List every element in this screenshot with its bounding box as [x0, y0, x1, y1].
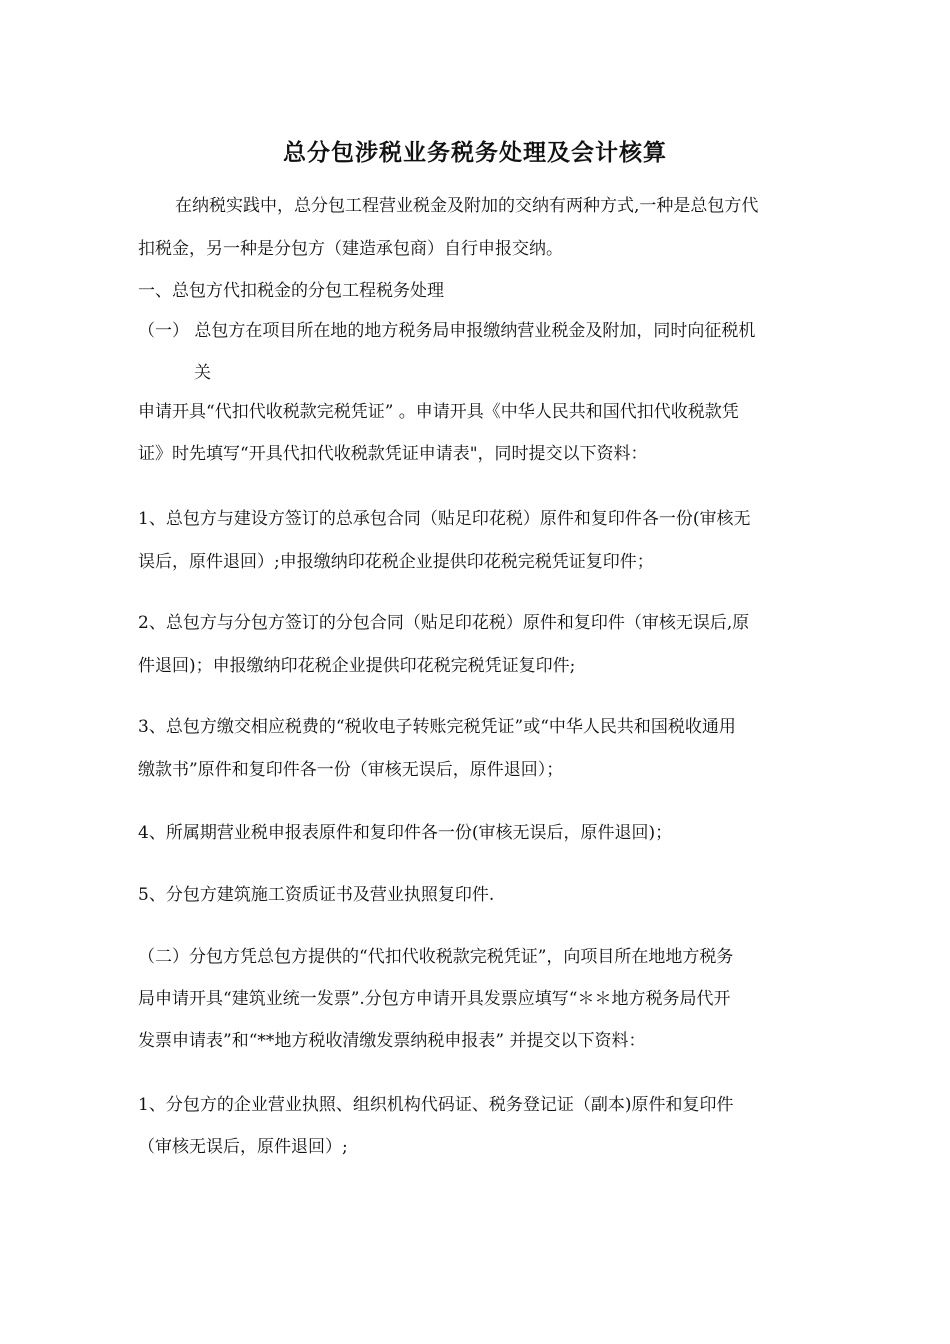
paragraph-line: 扣税金，另一种是分包方（建造承包商）自行申报交纳。 — [138, 239, 563, 259]
list-item-line: 1、分包方的企业营业执照、组织机构代码证、税务登记证（副本)原件和复印件 — [138, 1095, 734, 1115]
paragraph-line: 关 — [194, 363, 211, 383]
section-heading: 一、总包方代扣税金的分包工程税务处理 — [138, 281, 444, 301]
paragraph-line: 在纳税实践中，总分包工程营业税金及附加的交纳有两种方式,一种是总包方代 — [175, 196, 759, 216]
paragraph-line: 发票申请表”和“**地方税收清缴发票纳税申报表” 并提交以下资料： — [138, 1031, 646, 1051]
list-item-line: 缴款书”原件和复印件各一份（审核无误后，原件退回）； — [138, 760, 564, 780]
document-title: 总分包涉税业务税务处理及会计核算 — [283, 139, 667, 166]
paragraph-line: 证》时先填写“开具代扣代收税款凭证申请表"，同时提交以下资料： — [138, 444, 648, 464]
list-item-line: 误后，原件退回）;申报缴纳印花税企业提供印花税完税凭证复印件； — [138, 552, 654, 572]
list-item-line: （审核无误后，原件退回）; — [138, 1137, 348, 1157]
list-item-line: 4、所属期营业税申报表原件和复印件各一份(审核无误后，原件退回)； — [138, 823, 673, 843]
list-item-line: 3、总包方缴交相应税费的“税收电子转账完税凭证”或“中华人民共和国税收通用 — [138, 717, 736, 737]
list-item-line: 1、总包方与建设方签订的总承包合同（贴足印花税）原件和复印件各一份(审核无 — [138, 509, 751, 529]
paragraph-line: 申请开具“代扣代收税款完税凭证” 。申请开具《中华人民共和国代扣代收税款凭 — [138, 402, 739, 422]
list-item-line: 件退回)；申报缴纳印花税企业提供印花税完税凭证复印件; — [138, 656, 576, 676]
paragraph-line: （二）分包方凭总包方提供的“代扣代收税款完税凭证”，向项目所在地地方税务 — [138, 947, 734, 967]
list-item-line: 2、总包方与分包方签订的分包合同（贴足印花税）原件和复印件（审核无误后,原 — [138, 613, 750, 633]
paragraph-line: 局申请开具“建筑业统一发票”.分包方申请开具发票应填写“＊＊地方税务局代开 — [138, 989, 731, 1009]
paragraph-line: （一） 总包方在项目所在地的地方税务局申报缴纳营业税金及附加，同时向征税机 — [138, 321, 756, 341]
list-item-line: 5、分包方建筑施工资质证书及营业执照复印件. — [138, 885, 495, 905]
